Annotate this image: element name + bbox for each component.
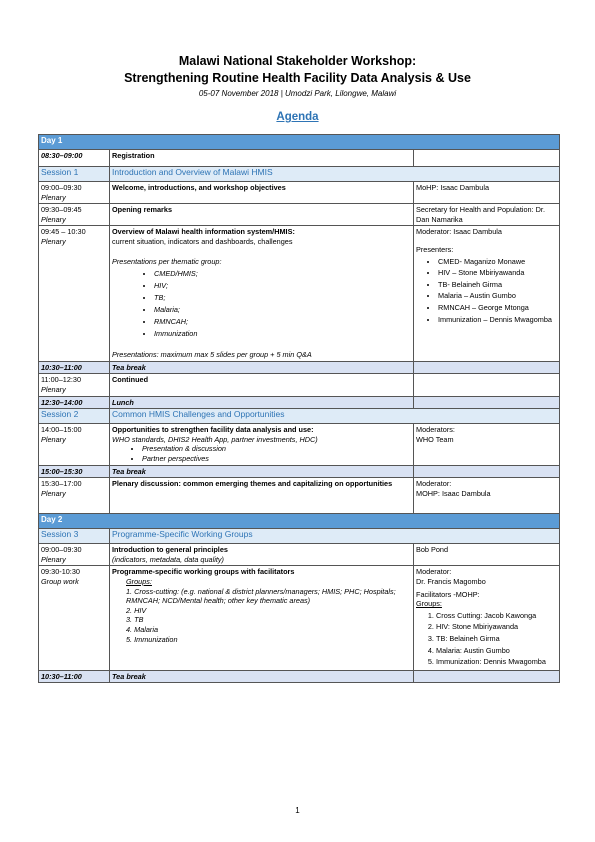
session-2-row [39,409,560,424]
list-item: 4. Malaria: Austin Gumbo [436,646,557,656]
lead: Secretary for Health and Population: Dr. Dan Namarika [416,205,545,224]
time: 10:30–11:00 [41,671,82,681]
list-item: • Presentation & discussion [142,444,411,454]
moderator: Dr. Francis Magombo [416,576,486,586]
item-title: Introduction to general principles [112,545,228,555]
fac-groups-label: Groups: [416,599,442,609]
break-title: Tea break [112,466,146,476]
time: 08:30–09:00 [41,151,83,160]
time: 09:45 – 10:30 [41,227,86,237]
list-item: • Partner perspectives [142,454,411,464]
format: Plenary [41,385,66,394]
presenters-list [416,257,557,325]
format: Plenary [41,488,66,498]
day-2-row [39,514,560,529]
title-line-2: Strengthening Routine Health Facility Data Analysis & Use [124,71,471,85]
facilitators-label: Facilitators -MOHP: [416,589,480,599]
item-title: Opportunities to strengthen facility data analysis and use: [112,425,314,435]
table-row [39,424,560,465]
moderators-label: Moderators: [416,425,455,435]
list-item: 2. HIV: Stone Mbiriyawanda [436,622,557,632]
page-number: 1 [295,806,300,815]
list-item: • Malaria; [154,305,411,315]
presenters-label: Presenters: [416,244,454,254]
day-1-row [39,135,560,150]
time: 14:00–15:00 [41,425,82,435]
day-label: Day 1 [39,135,560,150]
break-row [39,396,560,409]
list-item: 1. Cross-cutting: (e.g. national & district planners/managers; HMIS; PHC; Hospitals; RMNCAH; NCD/Mental health; other key thematic areas) [126,586,396,606]
table-row [39,226,560,361]
table-row [39,182,560,204]
list-item: • RMNCAH – George Mtonga [438,303,557,313]
moderator: MOHP: Isaac Dambula [416,488,491,498]
item-desc: current situation, indicators and dashboards, challenges [112,236,293,246]
format: Plenary [41,554,66,564]
time: 09:30-10:30 [41,567,80,577]
moderator-label: Moderator: [416,567,452,577]
title-line-1: Malawi National Stakeholder Workshop: [178,54,417,68]
list-item: • HIV; [154,281,411,291]
session-name: Common HMIS Challenges and Opportunities [110,409,560,424]
agenda-table [38,134,560,683]
item-title: Programme-specific working groups with facilitators [112,567,295,577]
break-row [39,361,560,374]
list-item: • TB; [154,293,411,303]
list-item: 3. TB: Belaineh Girma [436,634,557,644]
list-item: 5. Immunization: Dennis Mwagomba [436,657,557,667]
list-item: • HIV – Stone Mbiriyawanda [438,268,557,278]
groups-block [112,577,411,644]
table-row [39,544,560,566]
format: Plenary [41,236,66,246]
item-desc: WHO standards, DHIS2 Health App, partner investments, HDC) [112,434,318,444]
item-title: Overview of Malawi health information system/HMIS: [112,227,295,237]
list-item: • RMNCAH; [154,317,411,327]
presentations-list [112,269,411,339]
time: 09:00–09:30 [41,183,82,192]
item-title: Welcome, introductions, and workshop objectives [112,183,286,192]
moderators: WHO Team [416,434,454,444]
item-title: Opening remarks [112,205,173,215]
list-item: 5. Immunization [126,634,178,644]
format: Group work [41,576,79,586]
presentations-note: Presentations: maximum max 5 slides per group + 5 min Q&A [112,350,312,360]
agenda-heading: Agenda [276,111,319,123]
list-item: • Malaria – Austin Gumbo [438,291,557,301]
list-item: 3. TB [126,615,144,625]
break-title: Tea break [112,671,146,681]
moderator: Moderator: Isaac Dambula [416,227,502,237]
table-row [39,478,560,514]
session-label: Session 2 [39,409,110,424]
time: 09:00–09:30 [41,545,82,555]
list-item: • Immunization [154,329,411,339]
session-name: Introduction and Overview of Malawi HMIS [110,167,560,182]
subtitle: 05-07 November 2018 | Umodzi Park, Lilongwe, Malawi [198,89,397,98]
session-label: Session 3 [39,529,110,544]
break-title: Tea break [112,362,146,372]
list-item: 1. Cross Cutting: Jacob Kawonga [436,611,557,621]
time: 09:30–09:45 [41,205,82,215]
break-row [39,670,560,683]
time: 10:30–11:00 [41,362,82,372]
time: 11:00–12:30 [41,375,82,385]
time: 15:30–17:00 [41,479,82,489]
session-1-row [39,167,560,182]
time: 15:00–15:30 [41,466,83,476]
session-3-row [39,529,560,544]
item-title: Plenary discussion: common emerging themes and capitalizing on opportunities [112,479,393,489]
groups-label: Groups: [126,576,152,586]
lead: Bob Pond [416,545,449,555]
time: 12:30–14:00 [41,397,83,407]
day-label: Day 2 [39,514,560,529]
list-item: • TB- Belaineh Girma [438,280,557,290]
opps-bullets [112,444,411,463]
list-item: 2. HIV [126,605,147,615]
break-row [39,465,560,478]
list-item: • Immunization – Dennis Mwagomba [438,315,557,325]
format: Plenary [41,434,66,444]
format: Plenary [41,214,66,224]
table-row [39,204,560,226]
list-item: • CMED/HMIS; [154,269,411,279]
item-title: Registration [112,151,155,160]
list-item: • CMED- Maganizo Monawe [438,257,557,267]
item-desc: (indicators, metadata, data quality) [112,554,224,564]
break-title: Lunch [112,397,134,407]
table-row [39,150,560,167]
session-label: Session 1 [39,167,110,182]
lead: MoHP: Isaac Dambula [416,183,489,192]
item-title: Continued [112,375,149,385]
session-name: Programme-Specific Working Groups [110,529,560,544]
format: Plenary [41,192,66,202]
document-header [0,53,595,100]
table-row [39,566,560,670]
presentations-intro: Presentations per thematic group: [112,256,222,266]
list-item: 4. Malaria [126,624,159,634]
facilitators-list [416,611,557,667]
moderator-label: Moderator: [416,479,452,489]
table-row [39,374,560,396]
